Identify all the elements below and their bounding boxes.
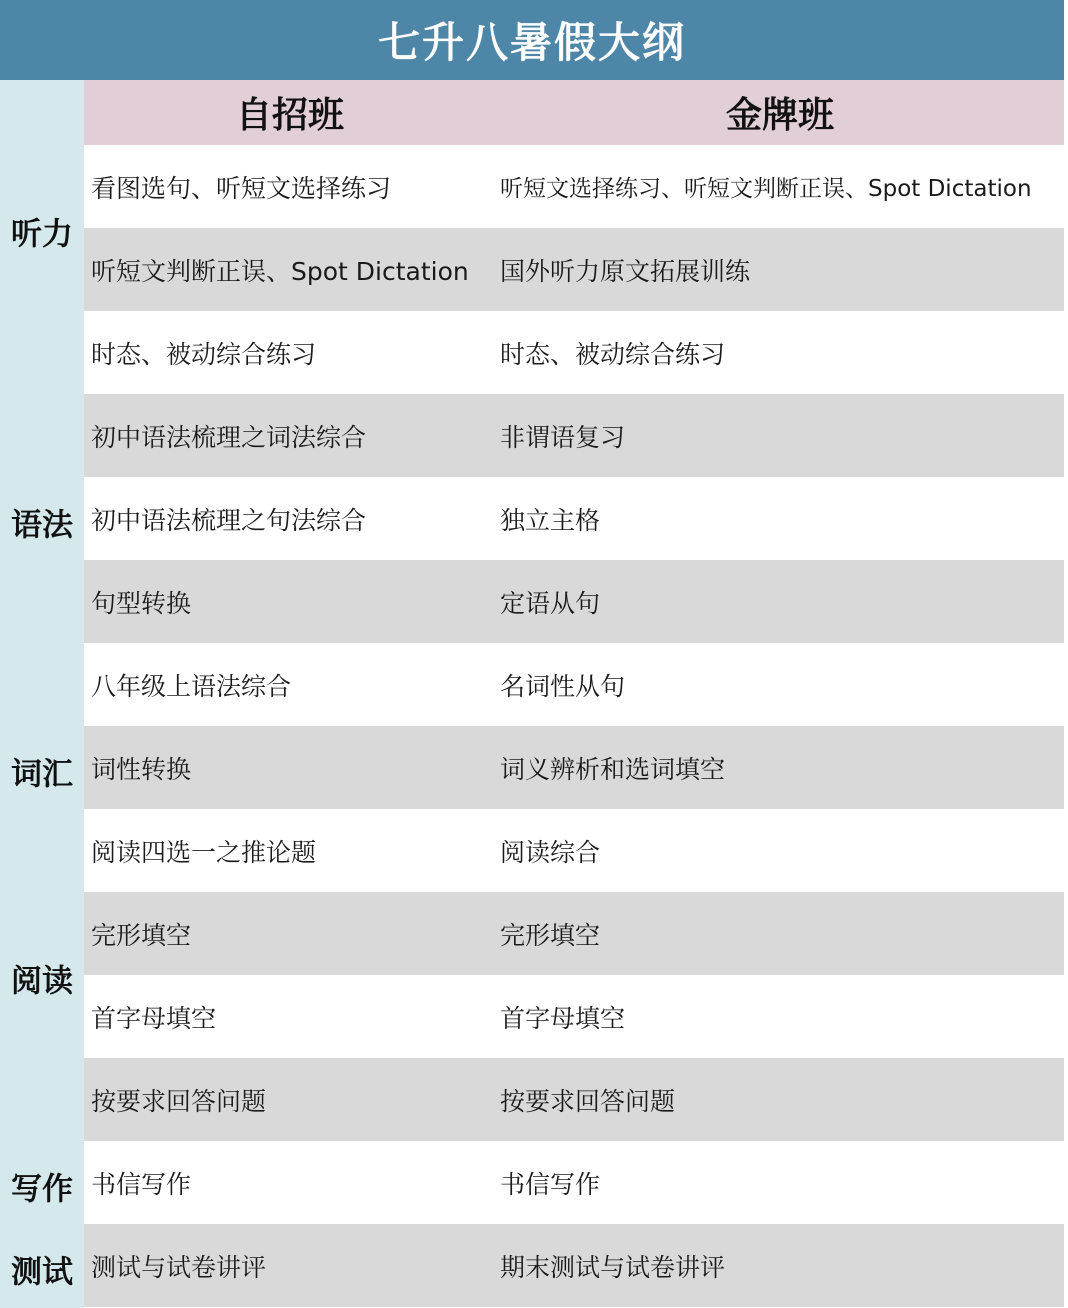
- right-border: [1064, 0, 1068, 1308]
- cell-zizhao: 完形填空: [91, 920, 192, 950]
- cell-zizhao: 测试与试卷讲评: [91, 1252, 267, 1282]
- cell-jinpai: 按要求回答问题: [500, 1086, 676, 1116]
- table-row: [84, 643, 1064, 726]
- cell-zizhao: 初中语法梳理之词法综合: [91, 422, 367, 452]
- table-row: [84, 145, 1064, 228]
- syllabus-table: [84, 145, 1064, 1307]
- cell-zizhao: 按要求回答问题: [91, 1086, 267, 1116]
- cell-zizhao: 句型转换: [91, 588, 192, 618]
- category-vocab: 词汇: [11, 756, 73, 793]
- table-row: [84, 477, 1064, 560]
- cell-zizhao: 时态、被动综合练习: [91, 339, 317, 369]
- cell-zizhao: 听短文判断正误、Spot Dictation: [91, 256, 469, 286]
- table-row: [84, 1141, 1064, 1224]
- category-test: 测试: [11, 1254, 73, 1291]
- cell-zizhao: 首字母填空: [91, 1003, 217, 1033]
- table-row: [84, 975, 1064, 1058]
- cell-zizhao: 书信写作: [91, 1169, 192, 1199]
- cell-zizhao: 初中语法梳理之句法综合: [91, 505, 367, 535]
- table-row: [84, 1224, 1064, 1307]
- cell-zizhao: 八年级上语法综合: [91, 671, 292, 701]
- cell-jinpai: 国外听力原文拓展训练: [500, 256, 751, 286]
- table-row: [84, 809, 1064, 892]
- cell-jinpai: 期末测试与试卷讲评: [500, 1252, 726, 1282]
- cell-jinpai: 独立主格: [500, 505, 601, 535]
- cell-jinpai: 书信写作: [500, 1169, 601, 1199]
- category-listening: 听力: [11, 216, 73, 253]
- table-row: [84, 228, 1064, 311]
- page-title: 七升八暑假大纲: [0, 0, 1064, 80]
- cell-jinpai: 完形填空: [500, 920, 601, 950]
- table-row: [84, 311, 1064, 394]
- header-jinpai-class: 金牌班: [725, 95, 834, 136]
- cell-jinpai: 阅读综合: [500, 837, 601, 867]
- cell-jinpai: 听短文选择练习、听短文判断正误、Spot Dictation: [500, 176, 1032, 202]
- cell-zizhao: 看图选句、听短文选择练习: [91, 173, 392, 203]
- cell-jinpai: 名词性从句: [500, 671, 626, 701]
- cell-jinpai: 首字母填空: [500, 1003, 626, 1033]
- cell-jinpai: 时态、被动综合练习: [500, 339, 726, 369]
- cell-jinpai: 定语从句: [500, 588, 601, 618]
- cell-jinpai: 非谓语复习: [500, 422, 626, 452]
- category-column: [0, 80, 84, 1308]
- table-row: [84, 726, 1064, 809]
- cell-zizhao: 词性转换: [91, 754, 192, 784]
- table-header: [84, 80, 1064, 145]
- category-writing: 写作: [11, 1171, 73, 1208]
- category-reading: 阅读: [11, 963, 73, 1000]
- table-row: [84, 394, 1064, 477]
- table-row: [84, 1058, 1064, 1141]
- table-row: [84, 892, 1064, 975]
- header-zizhao-class: 自招班: [235, 95, 344, 136]
- table-row: [84, 560, 1064, 643]
- cell-jinpai: 词义辨析和选词填空: [500, 754, 726, 784]
- cell-zizhao: 阅读四选一之推论题: [91, 837, 317, 867]
- category-grammar: 语法: [11, 507, 73, 544]
